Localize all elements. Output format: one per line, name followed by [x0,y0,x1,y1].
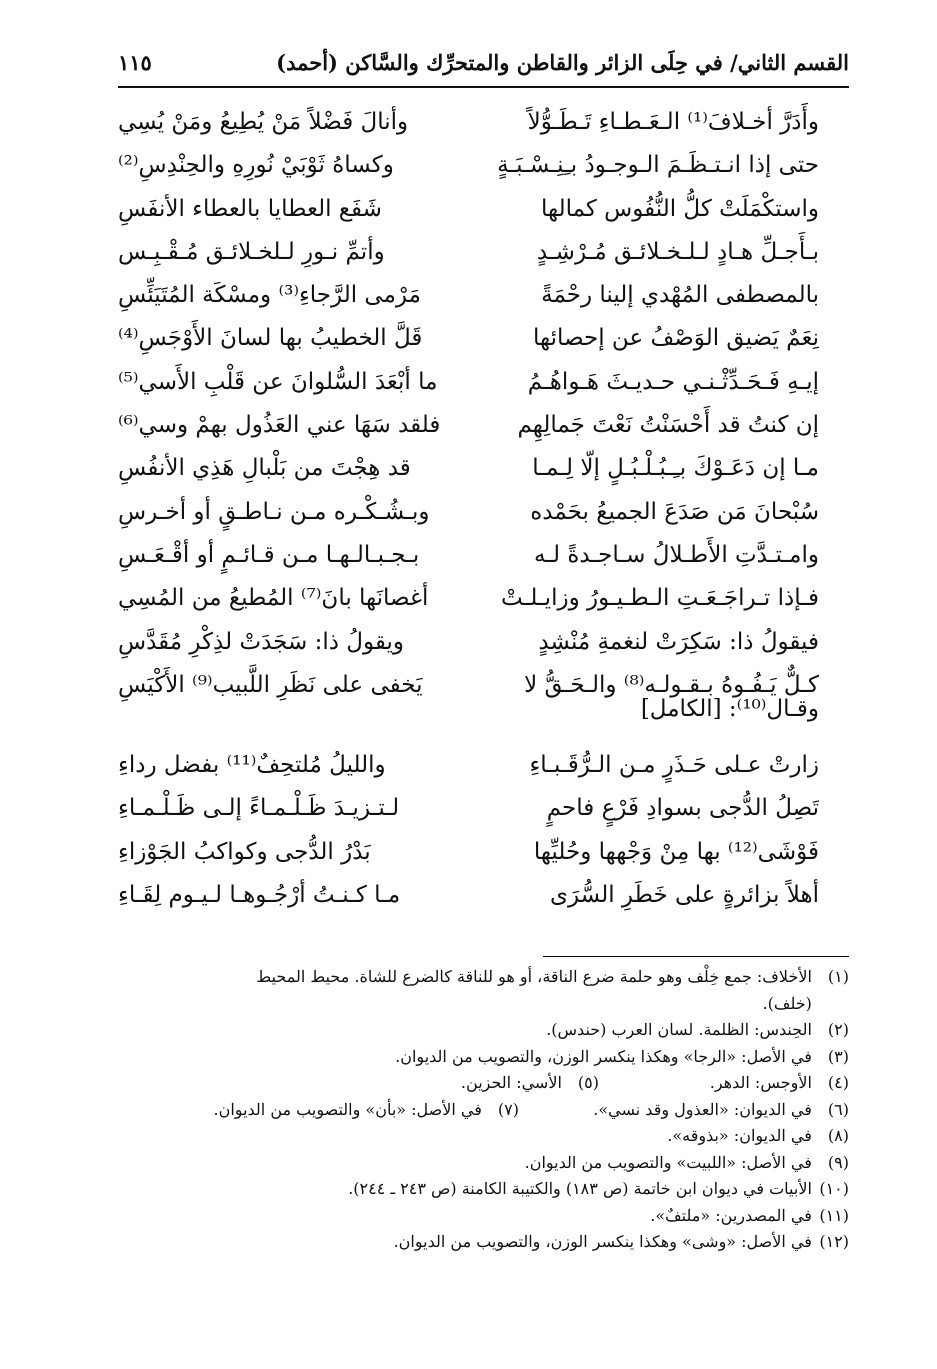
footnote-text: الأبيات في ديوان ابن خاتمة (ص ١٨٣) والكتيبة الكامنة (ص ٢٤٣ ـ ٢٤٤). [348,1179,812,1198]
verse-line: فـإذا تـراجَـعَـتِ الـطـيـورُ وزايـلـتْ [501,585,819,612]
verse-line: مـا كـنـتُ أرْجُـوهـا لـيـوم لِقَـاءِ [118,881,401,908]
header-title: القسم الثاني/ في حِلَى الزائر والقاطن والمتحرِّك والسَّاكن (أحمد) [276,49,849,75]
verse-line: نِعَمٌ يَضيق الوَصْفُ عن إحصائها [533,325,819,352]
verse-line: فَوْشَى⁽¹²⁾ بها مِنْ وَجْهها وحُليِّها [533,838,819,865]
footnote-number: (١١) [819,1205,849,1225]
verse-line: فلقد سَهَا عني العَذُول بهمْ وسي⁽⁶⁾ [118,412,441,439]
footnote-text: الأسي: الحزين. [460,1073,562,1092]
verse-line: مـا إن دَعَـوْكَ بـِـبُـلْـبُـلٍ إلّا لِـمـا [532,455,819,482]
verse-line: كـلٌّ يَـفُـوهُ بـقـولـه⁽⁸⁾ والـحَـقُّ لا [524,671,819,698]
verse-line: شَفَع العطايا بالعطاء الأنفَسِ [118,195,382,222]
verse-line: مَرْمى الرَّجاءِ⁽³⁾ ومسْكَة المُتَيَئِّسِ [118,282,421,309]
footnote-text: في الديوان: «بذوقه». [667,1126,812,1145]
footnote-12 [109,1229,849,1256]
verse-line: ويقولُ ذا: سَجَدَتْ لذِكْرِ مُقَدَّسِ [118,628,405,655]
verse-line: وأنالَ فَضْلاً مَنْ يُطِيعُ ومَنْ يُسِي [118,109,409,135]
header-rule [118,86,849,88]
footnote-text: في الأصل: «اللبيت» والتصويب من الديوان. [524,1152,812,1172]
verse-line: تَصِلُ الدُّجى بسوادِ فَرْعٍ فاحمٍ [546,795,819,822]
footnote-number: (١٢) [819,1232,849,1251]
footnote-number: (١) [827,967,849,986]
poem2-left-column [118,744,463,917]
poem1-left-column [118,101,463,707]
poem2-intro: وقـال⁽¹⁰⁾: [الكامل] [640,696,819,722]
verse-line: إن كنتُ قد أَحْسَنْتُ نَعْتَ جَمالِهِم [517,412,819,439]
footnote-number: (٣) [827,1046,849,1066]
verse-line: يَخفى على نَظَرِ اللَّبيب⁽⁹⁾ الأَكْيَسِ [118,671,423,698]
footnote-text: الحِندس: الظلمة. لسان العرب (حندس). [546,1020,812,1039]
footnote-row-6-7 [109,1097,849,1124]
footnote-number: (١٠) [819,1179,849,1198]
page-number: ١١٥ [118,49,152,75]
footnote-text: الأخلاف: جمع خِلْف وهو حلمة ضرع الناقة، أو هو للناقة كالضرع للشاة. محيط المحيط [256,967,812,986]
footnote-text: في الديوان: «العذول وقد نسي». [593,1099,812,1119]
verse-line: وكساهُ ثَوْبَيْ نُورِهِ والحِنْدِسِ⁽²⁾ [118,152,394,179]
verse-line: زارتْ عـلى حَـذَرٍ مـن الـرُّقَـبـاءِ [529,752,819,778]
footnote-text: في الأصل: «الرجا» وهكذا ينكسر الوزن، والتصويب من الديوان. [395,1046,812,1066]
verse-line: فيقولُ ذا: سَكِرَتْ لنغمةِ مُنْشِدٍ [538,628,819,655]
footnote-text: في الأصل: «وشى» وهكذا ينكسر الوزن، والتصويب من الديوان. [393,1232,812,1251]
verse-line: والليلُ مُلتحِفٌ⁽¹¹⁾ بفضل رداءِ [118,752,386,778]
verse-line: إيـهِ فَـحَـدِّثْـنـي حـديـثَ هَـواهُـمُ [527,368,819,395]
verse-line: بالمصطفى المُهْدي إلينا رحْمَةً [541,282,819,309]
verse-line: وامـتـدَّتِ الأَطـلالُ سـاجـدةً لـه [533,541,819,568]
footnote-1 [109,964,849,991]
footnote-number: (٥) [577,1073,599,1092]
verse-line: وبـشُـكْـره مـن نـاطـقٍ أو أخـرسِ [118,498,430,525]
footnote-text: في المصدرين: «ملتفٌ». [650,1205,812,1225]
footnote-8 [109,1123,849,1150]
footnote-row-4-5 [109,1070,849,1097]
verse-line: سُبْحانَ مَن صَدَعَ الجميعُ بحَمْده [530,498,819,525]
verse-line: بـأَجـلِّ هـادٍ لـلـخـلائـق مُـرْشِـدٍ [536,238,819,265]
footnote-1-continued [109,991,849,1018]
footnote-10 [109,1176,849,1203]
footnote-9 [109,1150,849,1177]
footnote-number: (٨) [827,1126,849,1145]
footnote-text: (خلف). [762,993,812,1013]
footnotes [109,964,849,1256]
verse-line: وأَدَرَّ أخـلافَ⁽¹⁾ الـعَـطـاءِ تَـطَـوُّلاً [527,109,819,135]
poem2-right-column [474,744,819,917]
footnote-number: (٤) [827,1073,849,1092]
footnote-number: (٢) [827,1020,849,1039]
footnote-rule [543,956,849,957]
verse-line: لـتـزيـدَ ظَـلْـمـاءً إلـى ظَـلْـمـاءِ [118,795,400,822]
verse-line: حتى إذا انـتـظَـمَ الـوجـودُ بـِنِـسْـبَـةٍ [497,152,819,179]
running-header [118,42,849,82]
verse-line: ما أبْعَدَ السُّلوانَ عن قَلْبِ الأَسي⁽⁵⁾ [118,368,438,395]
footnote-number: (٦) [827,1099,849,1119]
footnote-text: في الأصل: «بأن» والتصويب من الديوان. [213,1099,482,1119]
verse-line: واستكْمَلَتْ كلُّ النُّفُوس كمالها [540,195,819,222]
verse-line: قَلَّ الخطيبُ بها لسانَ الأَوْجَسِ⁽⁴⁾ [118,325,423,352]
footnote-number: (٩) [827,1152,849,1172]
footnote-number: (٧) [497,1099,519,1119]
poem1-right-column [474,101,819,707]
verse-line: قد هِجْتَ من بَلْبالِ هَذِي الأنفُسِ [118,455,411,482]
verse-line: أغصانَها بانَ⁽⁷⁾ المُطيعُ من المُسِي [118,585,429,612]
footnote-2 [109,1017,849,1044]
footnote-11 [109,1203,849,1230]
footnote-3 [109,1044,849,1071]
verse-line: بَدْرُ الدُّجى وكواكبُ الجَوْزاءِ [118,838,371,865]
verse-line: أهلاً بزائرةٍ على خَطَرِ السُّرَى [549,881,819,908]
verse-line: بـجـبـالـهـا مـن قـائـمٍ أو أقْـعَـسِ [118,541,420,568]
footnote-text: الأوجس: الدهر. [709,1073,812,1092]
verse-line: وأتمِّ نـورِ لـلخـلائـق مُـقْـبِـس [118,238,385,265]
